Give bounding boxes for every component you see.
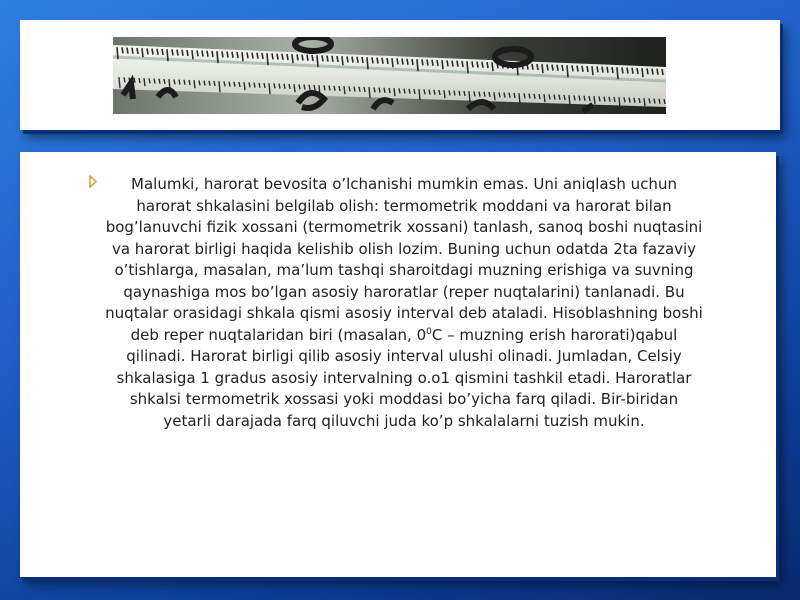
paragraph-text-part-1: Malumki, harorat bevosita o’lchanishi mumkin emas. Uni aniqlash uchun harorat shkalasini belgilab olish: termometrik moddani va harorat bilan bog’lanuvchi fizik xossani (termometrik xossani) tanlash, sanoq boshi nuqtasini va harorat birligi haqida kelishib olish lozim. Buning uchun odatda 2ta fazaviy o’tishlarga, masalan, ma’lum tashqi sharoitdagi muzning erishiga va suvning qaynashiga mos bo’lgan asosiy haroratlar (reper nuqtalarini) tanlanadi. Bu nuqtalar orasidagi shkala qismi asosiy interval deb ataladi. Hisoblashning boshi deb reper nuqtalaridan biri (masalan, 0: [105, 175, 703, 344]
bullet-icon: [87, 174, 99, 189]
thermometer-scale-photo-icon: [113, 37, 666, 114]
superscript-degree: 0: [426, 326, 432, 337]
body-paragraph: [104, 174, 704, 432]
paragraph-text-part-2: C – muzning erish harorati)qabul qilinadi. Harorat birligi qilib asosiy interval ulushi olinadi. Jumladan, Celsiy shkalasiga 1 gradus asosiy intervalning o.o1 qismini tashkil etadi. Haroratlar shkalsi termometrik xossasi yoki moddasi bo’yicha farq qiladi. Bir-biridan yetarli darajada farq qiluvchi juda ko’p shkalalarni tuzish mukin.: [116, 325, 692, 430]
content-panel: [20, 152, 776, 577]
header-panel: [20, 20, 780, 130]
